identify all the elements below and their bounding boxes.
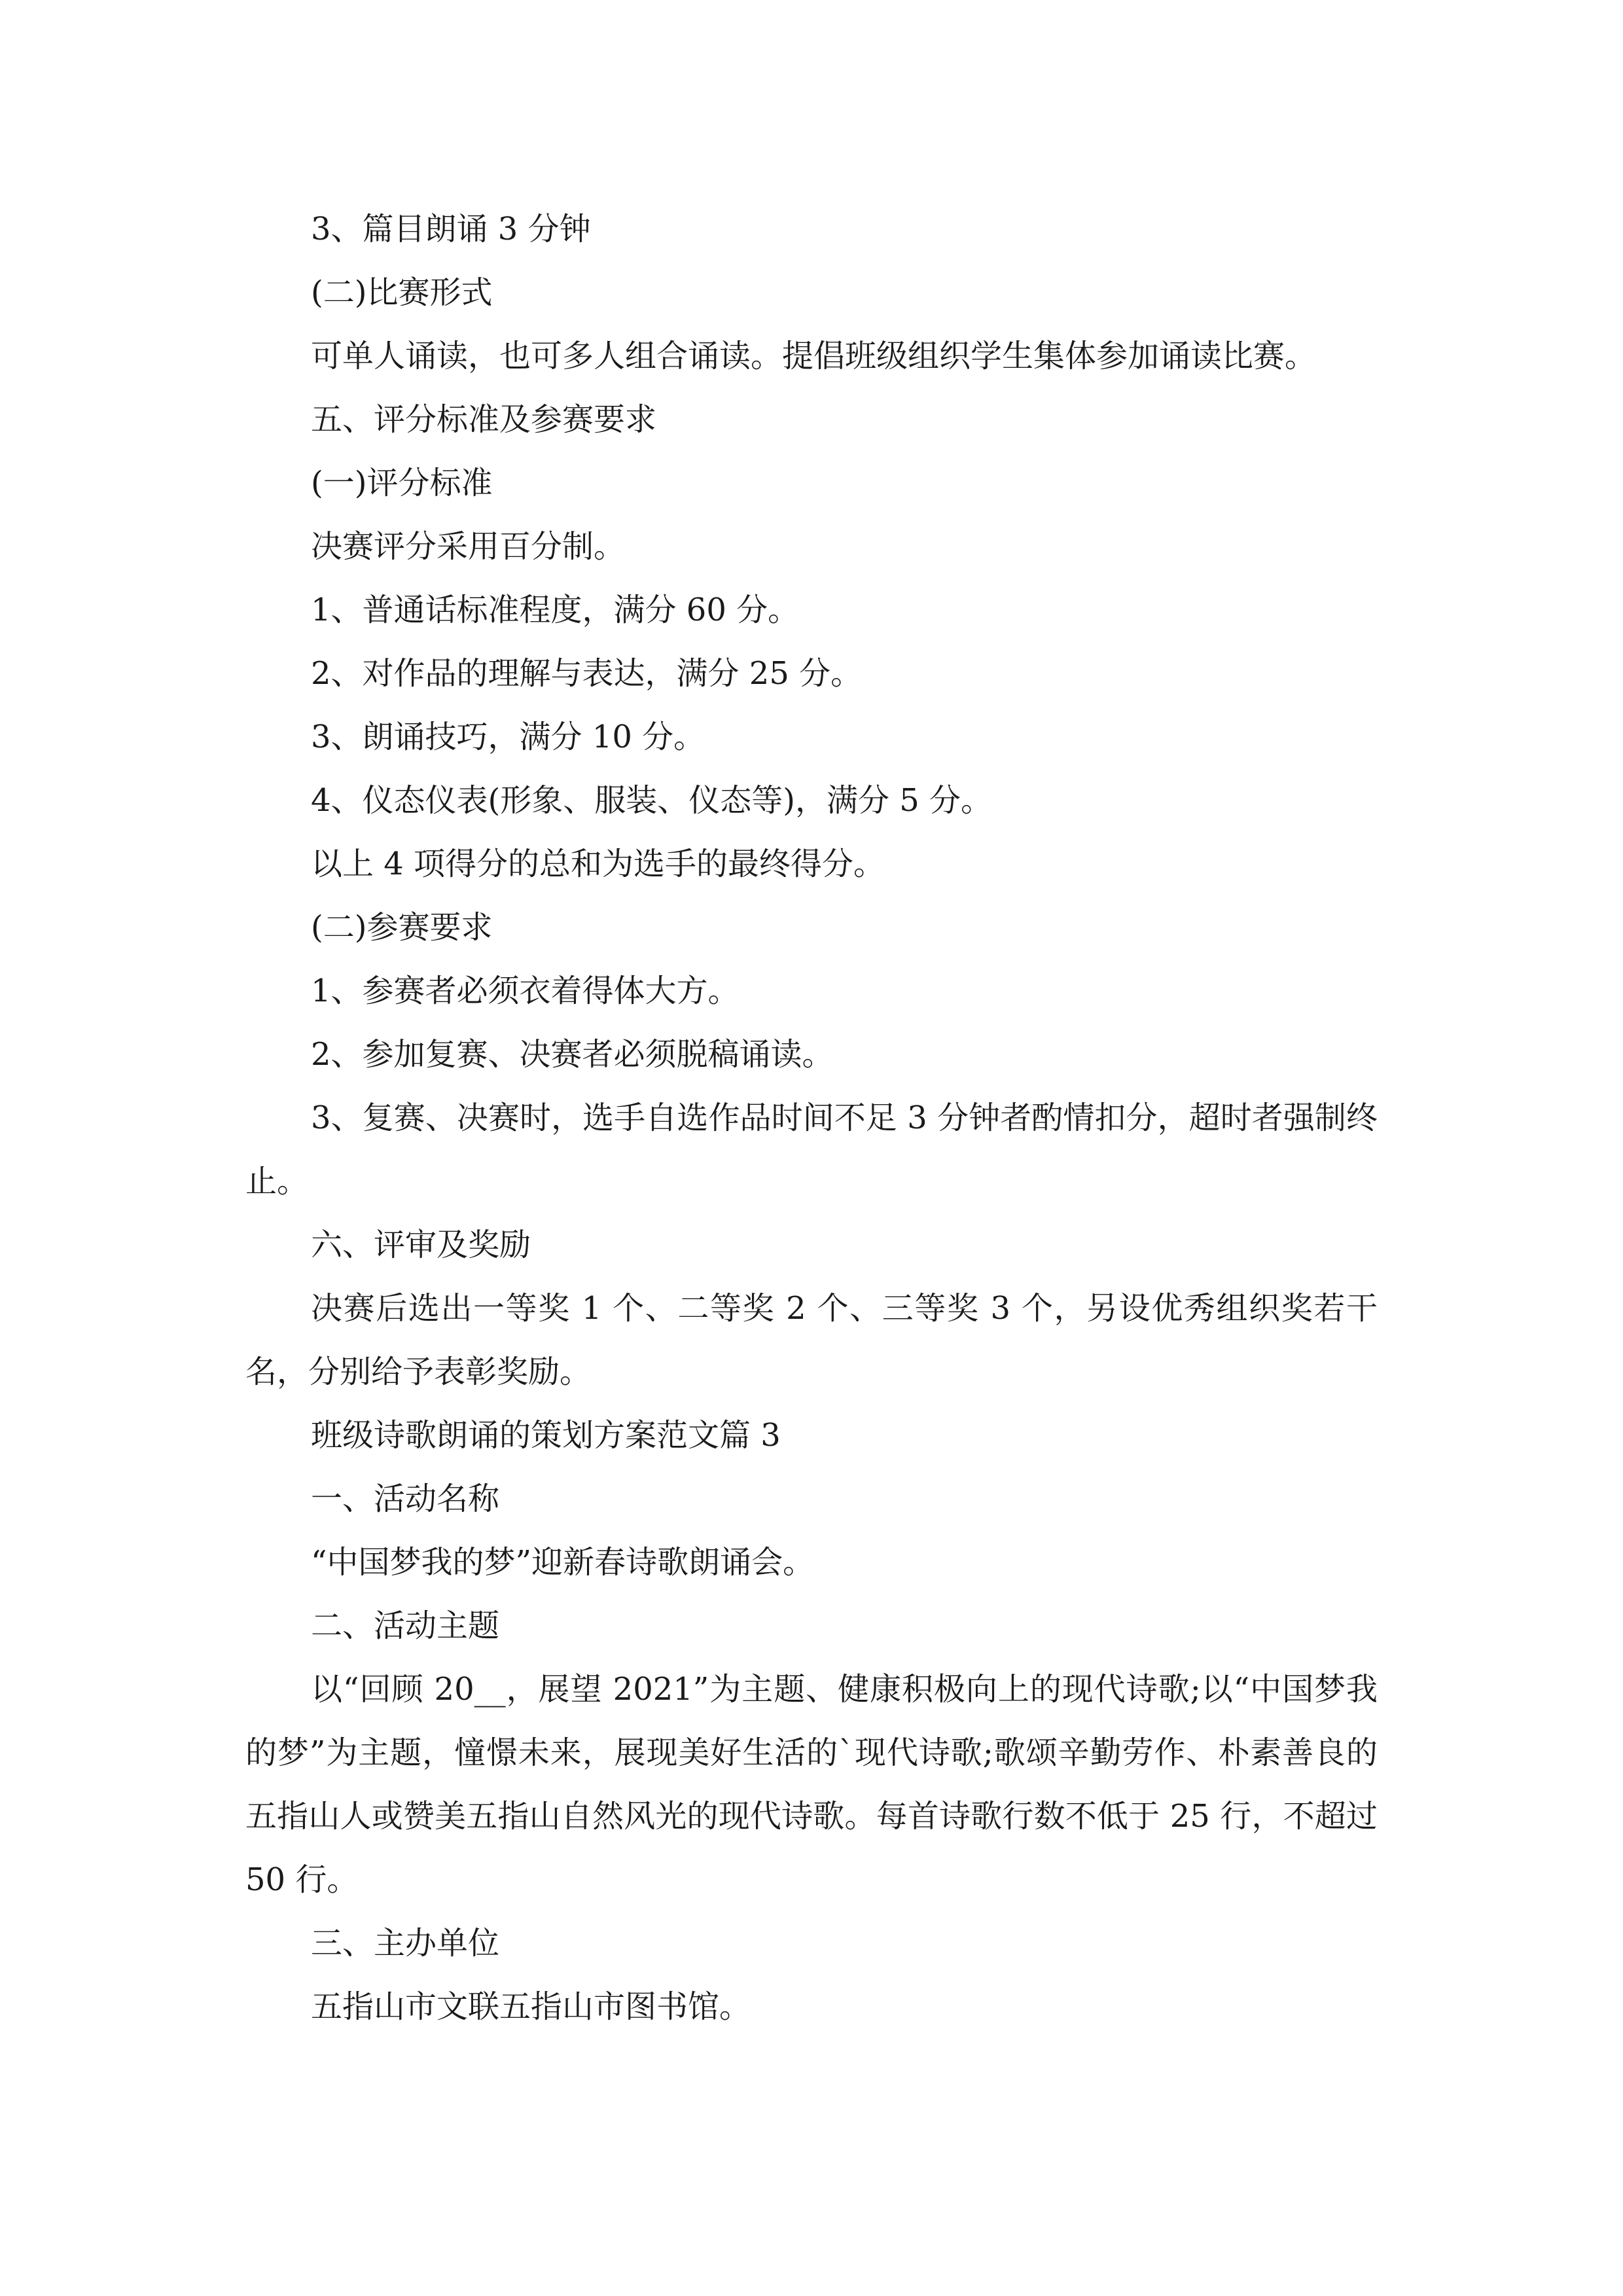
paragraph: 决赛评分采用百分制。 bbox=[311, 528, 626, 565]
section-heading: 五、评分标准及参赛要求 bbox=[311, 401, 657, 438]
list-item: 3、朗诵技巧，满分 10 分。 bbox=[311, 719, 705, 755]
document-title: 班级诗歌朗诵的策划方案范文篇 3 bbox=[311, 1417, 781, 1454]
list-item: 4、仪态仪表(形象、服装、仪态等)，满分 5 分。 bbox=[311, 782, 993, 819]
list-item: 1、普通话标准程度，满分 60 分。 bbox=[311, 592, 800, 628]
list-item: 2、参加复赛、决赛者必须脱稿诵读。 bbox=[311, 1036, 834, 1073]
paragraph: “中国梦我的梦”迎新春诗歌朗诵会。 bbox=[311, 1544, 815, 1581]
section-heading: 二、活动主题 bbox=[311, 1607, 500, 1644]
section-heading: 一、活动名称 bbox=[311, 1480, 500, 1517]
paragraph: 决赛后选出一等奖 1 个、二等奖 2 个、三等奖 3 个，另设优秀组织奖若干名，分别给予表彰奖励。 bbox=[245, 1290, 1378, 1390]
paragraph: 五指山市文联五指山市图书馆。 bbox=[311, 1988, 751, 2025]
section-heading: (二)比赛形式 bbox=[311, 274, 493, 311]
paragraph: 3、篇目朗诵 3 分钟 bbox=[311, 211, 591, 247]
list-item: 3、复赛、决赛时，选手自选作品时间不足 3 分钟者酌情扣分，超时者强制终止。 bbox=[245, 1100, 1378, 1200]
paragraph: 以“回顾 20__，展望 2021”为主题、健康积极向上的现代诗歌;以“中国梦我的梦”为主题，憧憬未来，展现美好生活的`现代诗歌;歌颂辛勤劳作、朴素善良的五指山人或赞美五指山自然风光的现代诗歌。每首诗歌行数不低于 25 行，不超过 50 行。 bbox=[245, 1671, 1378, 1898]
paragraph: 以上 4 项得分的总和为选手的最终得分。 bbox=[311, 846, 885, 882]
document-body bbox=[245, 198, 1378, 2039]
section-heading: (二)参赛要求 bbox=[311, 909, 493, 946]
section-heading: 六、评审及奖励 bbox=[311, 1227, 531, 1263]
list-item: 2、对作品的理解与表达，满分 25 分。 bbox=[311, 655, 863, 692]
paragraph: 可单人诵读，也可多人组合诵读。提倡班级组织学生集体参加诵读比赛。 bbox=[311, 338, 1317, 374]
list-item: 1、参赛者必须衣着得体大方。 bbox=[311, 973, 740, 1009]
section-heading: 三、主办单位 bbox=[311, 1925, 500, 1962]
section-heading: (一)评分标准 bbox=[311, 465, 493, 501]
